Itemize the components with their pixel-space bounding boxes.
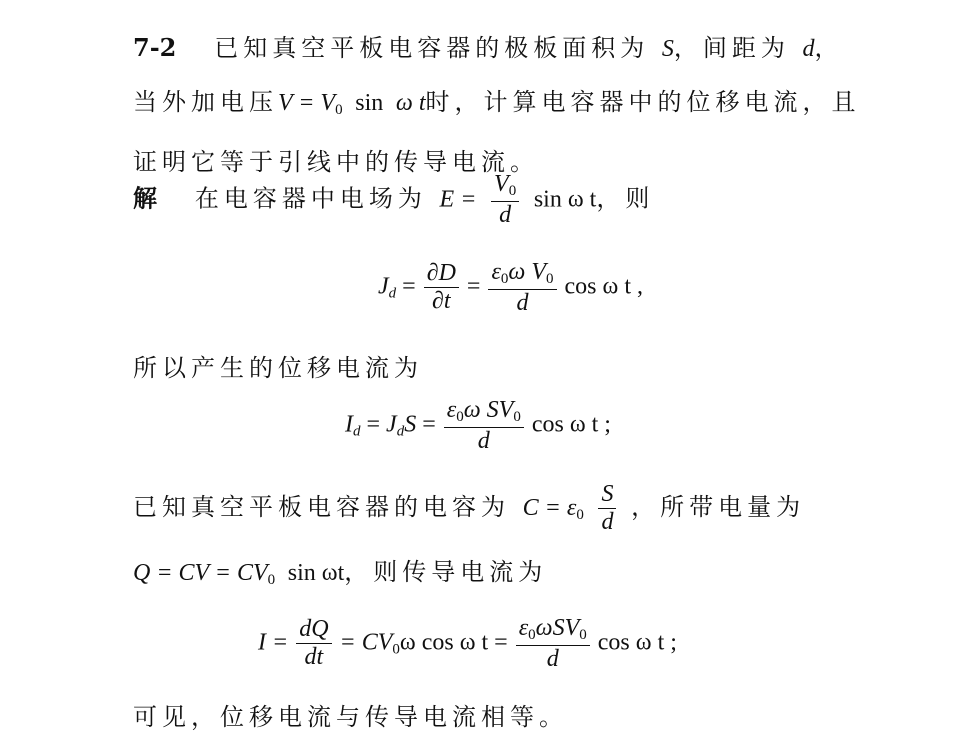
solution-line-1 — [133, 172, 654, 228]
area-symbol: S — [661, 36, 674, 62]
sub-d-3: d — [396, 423, 405, 440]
cos-wt-2: cos ω t ; — [531, 411, 611, 438]
omega-SV: ω SV — [463, 397, 514, 423]
sub-0: 0 — [508, 183, 517, 199]
final-cos: cos ω t ; — [597, 629, 677, 656]
sub-0e: 0 — [513, 409, 521, 425]
cap-text: 已知真空平板电容器的电容为 — [133, 493, 510, 522]
sub-0h: 0 — [392, 641, 400, 658]
CV-mid: = CV — [339, 629, 393, 656]
conduction-current-equation — [258, 616, 677, 672]
capacitance-line — [133, 482, 805, 535]
problem-text-2b: 时，计算电容器中的位移电流，且 — [425, 88, 861, 116]
omegaSV: ωSV — [535, 615, 580, 641]
equals-3: = — [366, 411, 381, 438]
sub-0j: 0 — [579, 627, 587, 643]
charge-text: ，所带电量为 — [631, 493, 806, 522]
equals-2: = — [466, 273, 481, 300]
sub-0c: 0 — [546, 271, 554, 287]
problem-text-2a: 当外加电压 — [133, 88, 278, 116]
so-text: 所以产生的位移电流为 — [133, 354, 423, 382]
C-eq: C = ε — [522, 495, 577, 522]
sin-wt: sin ω t — [533, 186, 597, 213]
d-den-2: d — [516, 289, 529, 316]
then-text: ，则 — [596, 184, 655, 213]
omega-V: ω V — [508, 259, 547, 285]
sub-0b: 0 — [500, 271, 509, 287]
sin-wt-2: sin ωt — [287, 560, 345, 586]
problem-number: 7-2 — [133, 33, 177, 62]
V0-over-d-fraction — [491, 172, 519, 228]
J-symbol-2: J — [386, 411, 397, 438]
so-line — [133, 348, 423, 383]
S-symbol: S — [404, 411, 417, 438]
problem-text-1b: ，间距为 — [673, 34, 790, 62]
eps-omega-V-fraction — [488, 260, 556, 316]
sub-0i: 0 — [528, 627, 536, 643]
sub-d-2: d — [353, 423, 361, 440]
eps-omegaSV-fraction — [516, 616, 590, 672]
solution-text-1: 在电容器中电场为 — [194, 184, 427, 213]
dt-2: dt — [304, 644, 324, 671]
I-lhs: I = — [258, 629, 289, 656]
equals-4: = — [422, 411, 436, 438]
id-equation — [345, 398, 611, 454]
sub-0g: 0 — [267, 572, 276, 588]
d-den-3: d — [477, 427, 490, 454]
d-den-5: d — [546, 645, 559, 672]
subscript-zero: 0 — [335, 102, 343, 118]
sub-d: d — [388, 285, 397, 302]
eps-2: ε — [446, 397, 457, 423]
dD: ∂D — [424, 261, 459, 288]
omega-t: ω t — [395, 90, 426, 116]
Q-eq: Q = CV = CV — [133, 560, 268, 586]
problem-line-1 — [133, 28, 844, 63]
problem-text-3: 证明它等于引线中的传导电流。 — [133, 148, 539, 176]
cos-wt: cos ω t , — [564, 273, 643, 300]
Q-end-text: ，则传导电流为 — [344, 558, 548, 586]
problem-line-2 — [133, 82, 861, 119]
sin-label: sin — [355, 90, 384, 116]
d-den: d — [499, 201, 512, 228]
dt: ∂t — [432, 288, 451, 315]
S-over-d-fraction — [598, 482, 616, 535]
eps: ε — [491, 259, 501, 285]
conclusion-line — [133, 697, 568, 732]
dQ-dt-fraction — [296, 617, 331, 670]
sub-0d: 0 — [456, 409, 464, 425]
dQ: dQ — [296, 617, 331, 644]
S-num: S — [598, 482, 616, 509]
eps-3: ε — [518, 615, 529, 641]
d-den-4: d — [601, 509, 614, 536]
J-symbol: J — [378, 273, 389, 300]
equals: = — [402, 273, 416, 300]
sub-0f: 0 — [576, 507, 584, 524]
voltage-eq: V = V — [278, 90, 336, 116]
comma: ， — [814, 34, 844, 62]
eps-omega-SV-fraction — [444, 398, 524, 454]
V-num: V — [494, 171, 509, 197]
jd-equation — [378, 260, 643, 316]
distance-symbol: d — [802, 36, 815, 62]
conclusion-text: 可见，位移电流与传导电流相等。 — [133, 703, 568, 731]
I-symbol: I — [345, 411, 353, 438]
problem-text-1: 已知真空平板电容器的极板面积为 — [214, 34, 650, 62]
dD-dt-fraction — [424, 261, 459, 314]
solution-label: 解 — [133, 183, 157, 213]
omega-cos: ω cos ω t = — [399, 629, 508, 656]
E-lhs: E = — [439, 186, 477, 213]
charge-line — [133, 552, 547, 589]
